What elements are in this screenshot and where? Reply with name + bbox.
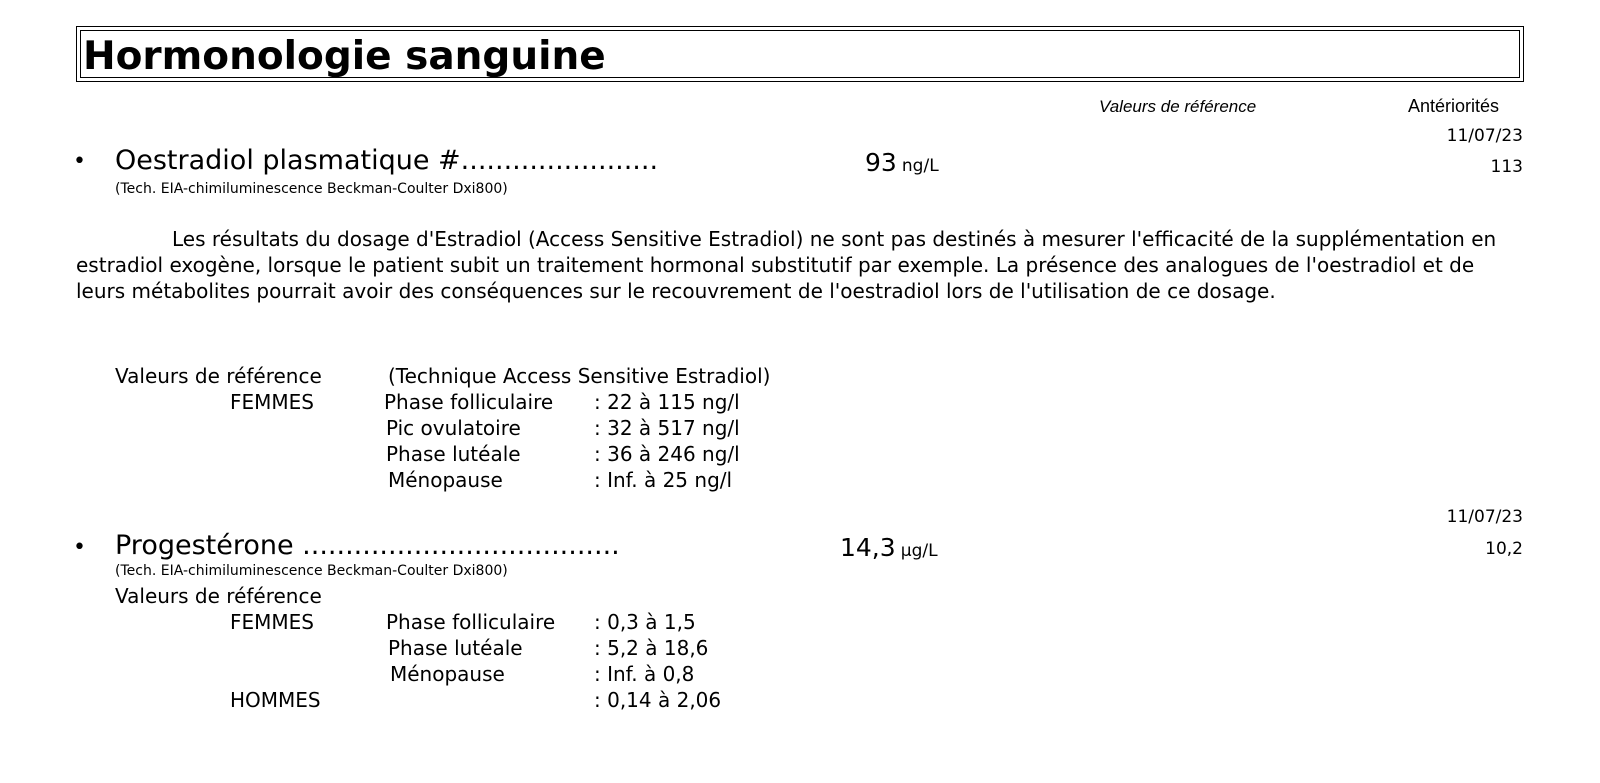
progesterone-ref-phase: Phase lutéale xyxy=(388,636,523,660)
estradiol-ref-range: : 22 à 115 ng/l xyxy=(594,390,740,414)
estradiol-result xyxy=(865,148,939,177)
estradiol-ref-phase: Pic ovulatoire xyxy=(386,416,521,440)
history-header: Antériorités xyxy=(1408,96,1500,116)
estradiol-ref-phase: Phase folliculaire xyxy=(384,390,554,414)
reference-values-header: Valeurs de référence xyxy=(1099,97,1257,116)
progesterone-bullet: • xyxy=(73,535,86,560)
progesterone-history-date: 11/07/23 xyxy=(1446,507,1523,527)
estradiol-result-value: 93 xyxy=(865,148,897,177)
progesterone-test-name: Progestérone ..................................... xyxy=(115,530,620,561)
estradiol-ref-group: FEMMES xyxy=(230,390,314,414)
estradiol-bullet: • xyxy=(73,149,86,174)
progesterone-ref-phase: Phase folliculaire xyxy=(386,610,556,634)
section-title-box xyxy=(76,26,1524,82)
progesterone-technique: (Tech. EIA-chimiluminescence Beckman-Coulter Dxi800) xyxy=(115,563,508,579)
estradiol-ref-phase: Phase lutéale xyxy=(386,442,521,466)
estradiol-ref-range: : 36 à 246 ng/l xyxy=(594,442,740,466)
estradiol-ref-technique: (Technique Access Sensitive Estradiol) xyxy=(388,364,771,388)
progesterone-result xyxy=(840,533,938,562)
progesterone-history-value: 10,2 xyxy=(1485,539,1523,559)
progesterone-result-unit: µg/L xyxy=(900,541,938,561)
estradiol-history-date: 11/07/23 xyxy=(1446,126,1523,146)
progesterone-ref-range: : 0,3 à 1,5 xyxy=(594,610,696,634)
estradiol-ref-phase: Ménopause xyxy=(388,468,503,492)
progesterone-result-value: 14,3 xyxy=(840,533,896,562)
progesterone-ref-title: Valeurs de référence xyxy=(115,584,322,608)
section-title: Hormonologie sanguine xyxy=(83,34,606,79)
estradiol-history-value: 113 xyxy=(1490,157,1523,177)
estradiol-comment: Les résultats du dosage d'Estradiol (Access Sensitive Estradiol) ne sont pas destinés à mesurer l'efficacité de la supplémentation en estradiol exogène, lorsque le patient subit un traitement hormonal substitutif par exemple. La présence des analogues de l'oestradiol et de leurs métabolites pourrait avoir des conséquences sur le recouvrement de l'oestradiol lors de l'utilisation de ce dosage. xyxy=(76,227,1497,303)
estradiol-result-unit: ng/L xyxy=(901,156,939,176)
estradiol-ref-range: : Inf. à 25 ng/l xyxy=(594,468,733,492)
estradiol-test-name: Oestradiol plasmatique #....................... xyxy=(115,145,659,176)
estradiol-ref-title: Valeurs de référence xyxy=(115,364,322,388)
progesterone-ref-phase: Ménopause xyxy=(390,662,505,686)
progesterone-ref-men-range: : 0,14 à 2,06 xyxy=(594,688,722,712)
estradiol-technique: (Tech. EIA-chimiluminescence Beckman-Coulter Dxi800) xyxy=(115,181,508,197)
progesterone-ref-group-men: HOMMES xyxy=(230,688,321,712)
progesterone-ref-range: : 5,2 à 18,6 xyxy=(594,636,709,660)
progesterone-ref-group-women: FEMMES xyxy=(230,610,314,634)
progesterone-ref-range: : Inf. à 0,8 xyxy=(594,662,695,686)
estradiol-ref-range: : 32 à 517 ng/l xyxy=(594,416,740,440)
